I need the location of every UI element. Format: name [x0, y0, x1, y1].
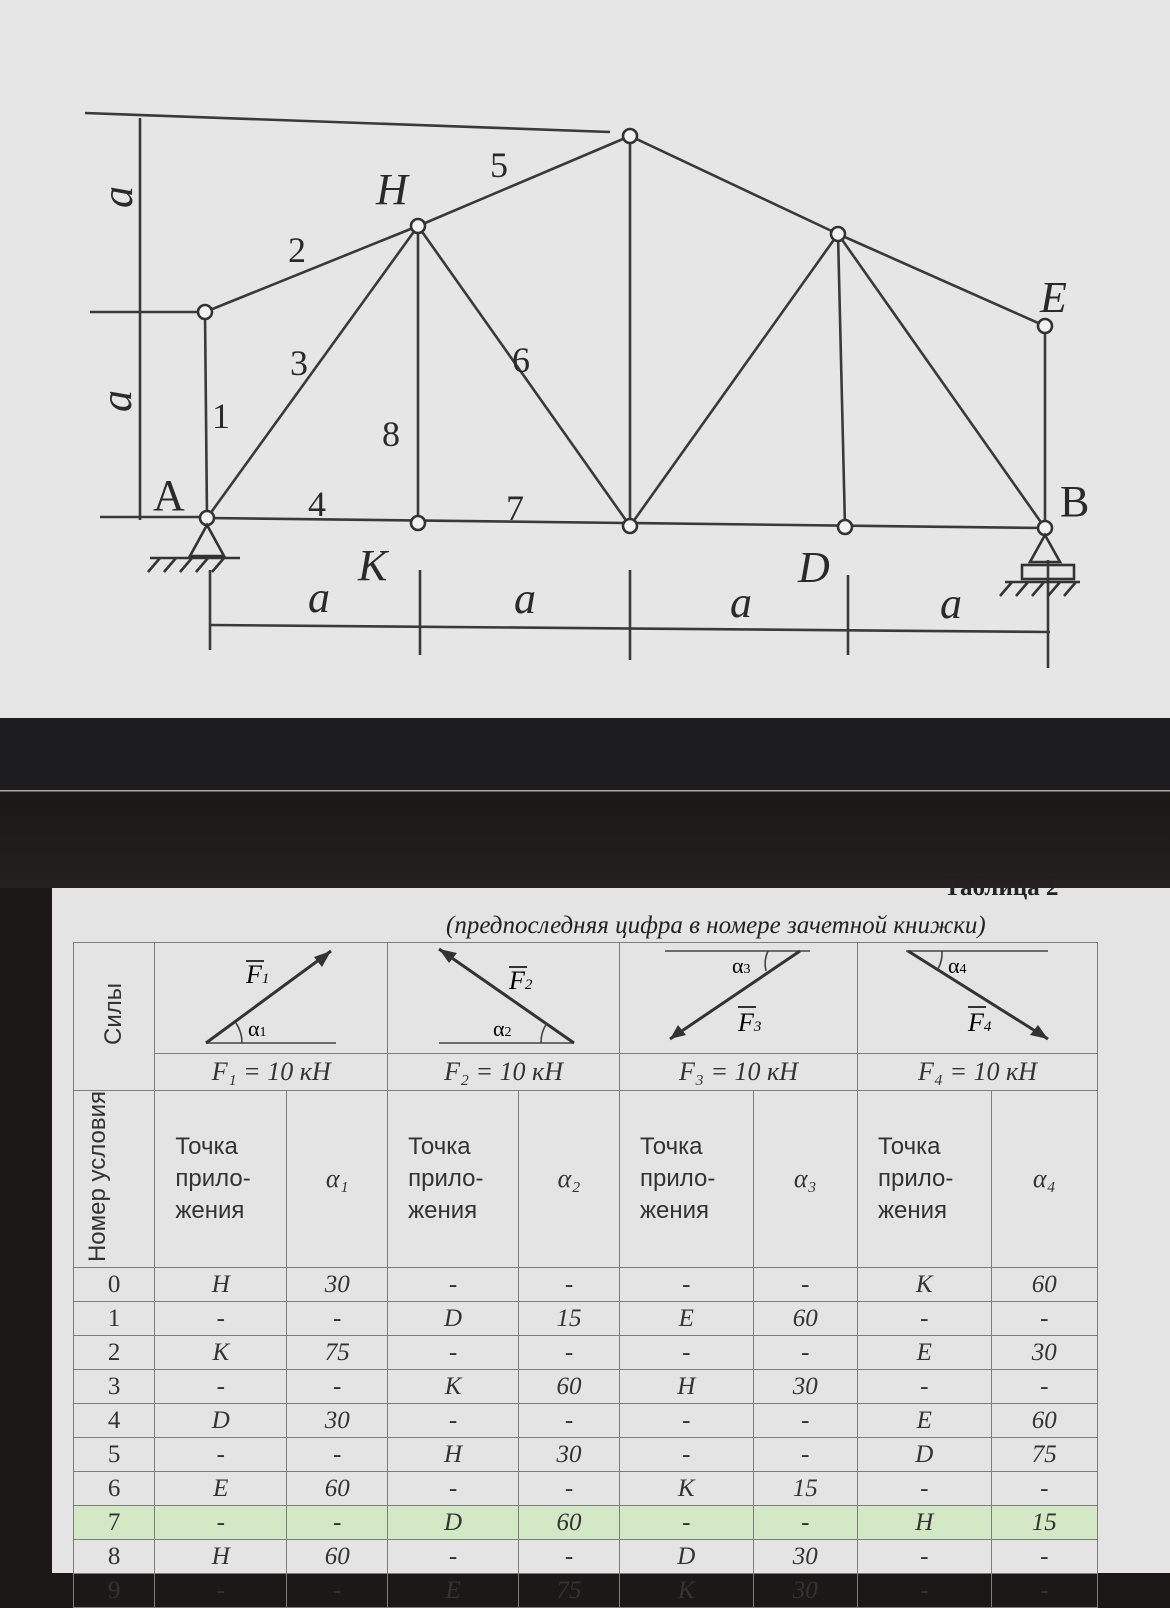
point-header-4: Точка прило- жения [857, 1091, 991, 1268]
point-cell: D [155, 1404, 287, 1438]
angle-cell: 30 [753, 1574, 857, 1608]
table-body [74, 1268, 1098, 1608]
alpha-header-1: α₁ [287, 1091, 388, 1268]
condition-header: Номер условия [84, 1091, 112, 1263]
point-header-1: Точка прило- жения [155, 1091, 287, 1268]
alpha-2-label: α2 [492, 1016, 512, 1041]
table-row [74, 1370, 1098, 1404]
condition-number: 2 [74, 1336, 155, 1370]
pin-support-a [190, 525, 224, 556]
forces-row [74, 943, 1098, 1054]
joint-k [411, 516, 425, 530]
force-f1-label: F1 [246, 960, 270, 989]
condition-number: 0 [74, 1268, 155, 1302]
angle-cell: - [287, 1302, 388, 1336]
alpha-header-4: α₄ [991, 1091, 1097, 1268]
bar-label-3: 3 [290, 343, 308, 383]
angle-cell: - [287, 1370, 388, 1404]
condition-header-cell [74, 1091, 155, 1268]
joint-h [411, 219, 425, 233]
point-cell: - [155, 1574, 287, 1608]
node-label-b: B [1060, 477, 1090, 526]
table-subtitle: (предпоследняя цифра в номере зачетной книжки) [446, 912, 986, 939]
angle-cell: - [753, 1268, 857, 1302]
joints [198, 129, 1052, 535]
angle-cell: 30 [287, 1268, 388, 1302]
bar-label-1: 1 [212, 396, 230, 436]
truss-diagram [0, 0, 1170, 718]
angle-cell: - [287, 1438, 388, 1472]
force-f4-value: F₄ = 10 кН [857, 1054, 1097, 1091]
point-cell: E [155, 1472, 287, 1506]
condition-number: 1 [74, 1302, 155, 1336]
angle-cell: 60 [519, 1370, 620, 1404]
angle-cell: 30 [753, 1540, 857, 1574]
table-row [74, 1472, 1098, 1506]
truss-photo [0, 0, 1170, 718]
joint [623, 519, 637, 533]
angle-cell: - [991, 1302, 1097, 1336]
angle-cell: - [519, 1404, 620, 1438]
point-cell: E [857, 1404, 991, 1438]
force-f2-value: F₂ = 10 кН [388, 1054, 620, 1091]
hatch-b [1000, 582, 1076, 596]
bar-label-6: 6 [512, 340, 530, 380]
table-title: Таблица 2 [944, 874, 1059, 901]
node-label-d: D [798, 543, 830, 592]
point-cell: - [619, 1438, 753, 1472]
point-cell: E [857, 1336, 991, 1370]
joint [198, 305, 212, 319]
point-cell: - [857, 1370, 991, 1404]
point-cell: H [857, 1506, 991, 1540]
alpha-4-label: α4 [947, 953, 967, 978]
forces-table [73, 942, 1098, 1608]
dim-label-lower: a [92, 390, 141, 412]
condition-number: 9 [74, 1574, 155, 1608]
bar-5 [418, 136, 630, 226]
point-cell: - [857, 1540, 991, 1574]
table-row [74, 1574, 1098, 1608]
condition-number: 5 [74, 1438, 155, 1472]
angle-cell: - [991, 1472, 1097, 1506]
angle-cell: - [519, 1540, 620, 1574]
point-cell: - [388, 1540, 519, 1574]
point-cell: H [388, 1438, 519, 1472]
force-f3-value: F₃ = 10 кН [619, 1054, 857, 1091]
point-cell: - [388, 1336, 519, 1370]
point-cell: K [619, 1472, 753, 1506]
force-f1-value: F₁ = 10 кН [155, 1054, 388, 1091]
point-cell: - [388, 1404, 519, 1438]
roller-support-b [1030, 535, 1060, 562]
angle-cell: 75 [991, 1438, 1097, 1472]
table-row [74, 1438, 1098, 1472]
angle-cell: - [753, 1404, 857, 1438]
bar-label-2: 2 [288, 230, 306, 270]
force-values-row [74, 1054, 1098, 1091]
forces-header-cell [74, 943, 155, 1091]
force-f4-diagram [857, 943, 1097, 1054]
point-cell: D [388, 1506, 519, 1540]
joint [623, 129, 637, 143]
table-row [74, 1404, 1098, 1438]
top-chord-right-1 [630, 136, 838, 234]
alpha-1-label: α1 [248, 1016, 267, 1041]
angle-cell: - [287, 1506, 388, 1540]
angle-cell: 60 [753, 1302, 857, 1336]
bar-label-8: 8 [382, 414, 400, 454]
point-cell: D [388, 1302, 519, 1336]
point-cell: E [388, 1574, 519, 1608]
table-row [74, 1506, 1098, 1540]
node-label-a: A [153, 471, 185, 520]
force-f3-diagram [619, 943, 857, 1054]
angle-cell: 15 [753, 1472, 857, 1506]
point-cell: - [388, 1268, 519, 1302]
point-cell: K [155, 1336, 287, 1370]
angle-cell: 15 [991, 1506, 1097, 1540]
dim-label-span-4: a [940, 579, 962, 628]
bar-label-4: 4 [308, 484, 326, 524]
dimension-line-top [85, 113, 610, 132]
point-cell: - [857, 1472, 991, 1506]
bar-label-5: 5 [490, 145, 508, 185]
point-cell: D [857, 1438, 991, 1472]
angle-cell: 60 [991, 1268, 1097, 1302]
angle-cell: - [753, 1438, 857, 1472]
angle-cell: 15 [519, 1302, 620, 1336]
alpha-header-3: α₃ [753, 1091, 857, 1268]
point-cell: H [155, 1268, 287, 1302]
angle-cell: - [519, 1336, 620, 1370]
node-label-e: E [1040, 273, 1067, 322]
alpha-header-2: α₂ [519, 1091, 620, 1268]
angle-cell: - [519, 1472, 620, 1506]
point-cell: E [619, 1302, 753, 1336]
diagonal-right-2 [838, 234, 1045, 528]
point-cell: - [619, 1506, 753, 1540]
force-f4-label: F4 [967, 1008, 992, 1037]
force-f2-label: F2 [508, 966, 532, 995]
point-cell: - [155, 1302, 287, 1336]
angle-cell: 30 [753, 1370, 857, 1404]
angle-cell: 60 [287, 1540, 388, 1574]
angle-cell: 60 [991, 1404, 1097, 1438]
angle-cell: 60 [287, 1472, 388, 1506]
angle-cell: - [753, 1506, 857, 1540]
point-cell: - [619, 1268, 753, 1302]
point-header-2: Точка прило- жения [388, 1091, 519, 1268]
force-f1-diagram [155, 943, 388, 1054]
angle-cell: 75 [519, 1574, 620, 1608]
point-cell: K [857, 1268, 991, 1302]
point-cell: K [619, 1574, 753, 1608]
table-row [74, 1302, 1098, 1336]
point-header-3: Точка прило- жения [619, 1091, 753, 1268]
point-cell: - [155, 1438, 287, 1472]
force-f2-diagram [388, 943, 620, 1054]
point-cell: - [155, 1506, 287, 1540]
dim-label-upper: a [93, 186, 142, 208]
dim-label-span-2: a [514, 574, 536, 623]
angle-cell: - [287, 1574, 388, 1608]
diagonal-right-1 [630, 234, 838, 526]
condition-number: 8 [74, 1540, 155, 1574]
angle-cell: - [519, 1268, 620, 1302]
force-f3-label: F3 [737, 1008, 762, 1037]
bar-1 [205, 312, 207, 518]
column-header-row [74, 1091, 1098, 1268]
angle-cell: 30 [991, 1336, 1097, 1370]
vertical-d [838, 234, 845, 527]
angle-cell: 60 [519, 1506, 620, 1540]
table-row [74, 1268, 1098, 1302]
point-cell: - [619, 1336, 753, 1370]
angle-cell: 30 [519, 1438, 620, 1472]
point-cell: D [619, 1540, 753, 1574]
point-cell: - [857, 1302, 991, 1336]
photo-gap [0, 718, 1170, 888]
node-label-k: K [358, 541, 388, 590]
point-cell: K [388, 1370, 519, 1404]
angle-cell: - [753, 1336, 857, 1370]
condition-number: 6 [74, 1472, 155, 1506]
condition-number: 7 [74, 1506, 155, 1540]
point-cell: - [388, 1472, 519, 1506]
node-label-h: H [376, 165, 408, 214]
bar-label-7: 7 [506, 488, 524, 528]
point-cell: - [857, 1574, 991, 1608]
point-cell: H [619, 1370, 753, 1404]
dim-label-span-3: a [730, 578, 752, 627]
angle-cell: - [991, 1540, 1097, 1574]
angle-cell: - [991, 1574, 1097, 1608]
angle-cell: 75 [287, 1336, 388, 1370]
point-cell: - [155, 1370, 287, 1404]
dim-label-span-1: a [308, 573, 330, 622]
joint [831, 227, 845, 241]
alpha-3-label: α3 [731, 953, 751, 978]
table-row [74, 1540, 1098, 1574]
condition-number: 3 [74, 1370, 155, 1404]
hatch-a [148, 558, 224, 572]
table-row [74, 1336, 1098, 1370]
point-cell: - [619, 1404, 753, 1438]
forces-header: Силы [100, 983, 128, 1045]
point-cell: H [155, 1540, 287, 1574]
angle-cell: 30 [287, 1404, 388, 1438]
joint-d [838, 520, 852, 534]
angle-cell: - [991, 1370, 1097, 1404]
condition-number: 4 [74, 1404, 155, 1438]
